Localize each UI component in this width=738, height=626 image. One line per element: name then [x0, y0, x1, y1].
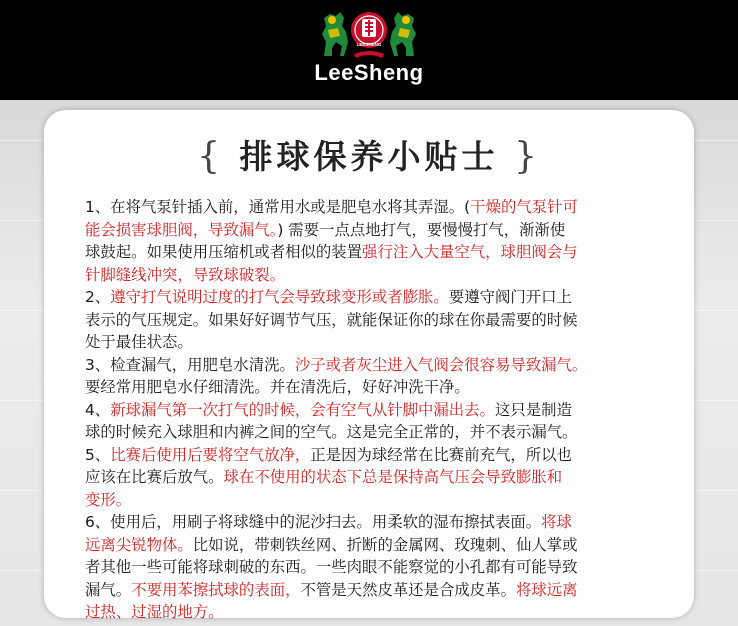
svg-text:LEESHENG: LEESHENG: [356, 42, 382, 47]
tip-text: 这只是制造 球的时候充入球胆和内裤之间的空气。这是完全正常的，并不表示漏气。: [85, 400, 578, 441]
tip-item: [85, 196, 665, 286]
center-badge-icon: [351, 12, 387, 48]
tip-item: [85, 286, 665, 354]
brand-logo-emblem: [318, 6, 420, 60]
brand-header: [0, 0, 738, 100]
ribbon-icon: [354, 51, 384, 58]
title-left-brace: {: [197, 136, 224, 177]
right-lion-icon: [390, 12, 416, 56]
tip-text: 1、在将气泵针插入前，通常用水或是肥皂水将其弄湿。(: [85, 198, 471, 216]
tip-text: 正是因为球经常在比赛前充气，所以也 应该在比赛后放气。: [85, 445, 572, 486]
tip-text: 4、: [85, 400, 111, 419]
tip-text: ) 需要一点点地打气，要慢慢打气，渐渐使 球鼓起。如果使用压缩机或者相似的装置: [85, 220, 566, 261]
tip-highlight-text: 球在不使用的状态下总是保持高气压会导致膨胀和 变形。: [85, 468, 563, 509]
tip-highlight-text: 沙子或者灰尘进入气阀会很容易导致漏气。: [294, 355, 588, 374]
tip-highlight-text: 比赛后使用后要将空气放净，: [110, 445, 311, 464]
tip-text: 比如说，带刺铁丝网、折断的金属网、玫瑰刺、仙人掌或 者其他一些可能将球刺破的东西。一些肉眼不能察觉的小孔都有可能导致 漏气。: [85, 535, 578, 599]
tip-text: 3、检查漏气，用肥皂水清洗。: [85, 355, 295, 374]
tip-highlight-text: 将球 远离尖锐物体。: [85, 513, 572, 554]
tip-item: [85, 354, 665, 399]
tips-list: [85, 196, 665, 624]
tip-text: 要遵守阀门开口上 表示的气压规定。如果好好调节气压，就能保证你的球在你最需要的时候 处于最佳状态。: [85, 288, 578, 351]
tip-text: 不管是天然皮革还是合成皮革。: [300, 580, 516, 599]
brand-name: LeeSheng: [314, 60, 424, 85]
tip-highlight-text: 新球漏气第一次打气的时候，会有空气从针脚中漏出去。: [110, 400, 495, 419]
title-text: 排球保养小贴士: [239, 137, 499, 176]
tip-highlight-text: 将球远离 过热、过湿的地方。: [85, 580, 578, 621]
tip-item: [85, 399, 665, 444]
page-title: [44, 134, 694, 180]
tip-text: 6、使用后，用刷子将球缝中的泥沙扫去。用柔软的湿布擦拭表面。: [85, 513, 542, 531]
tips-card: [44, 110, 694, 621]
tip-highlight-text: 不要用苯擦拭球的表面，: [131, 580, 301, 599]
left-lion-icon: [322, 12, 348, 56]
tip-highlight-text: 干燥的气泵针可 能会损害球胆阀，导致漏气。: [85, 198, 578, 239]
tip-item: [85, 511, 665, 624]
title-right-brace: }: [514, 136, 541, 177]
tip-item: [85, 444, 665, 512]
tip-text: 要经常用肥皂水仔细清洗。并在清洗后，好好冲洗干净。: [85, 378, 470, 396]
tip-text: 2、: [85, 288, 111, 306]
tip-highlight-text: 遵守打气说明过度的打气会导致球变形或者膨胀。: [110, 288, 449, 306]
tip-text: 5、: [85, 445, 111, 464]
tip-highlight-text: 强行注入大量空气，球胆阀会与 针脚缝线冲突，导致球破裂。: [85, 243, 578, 284]
